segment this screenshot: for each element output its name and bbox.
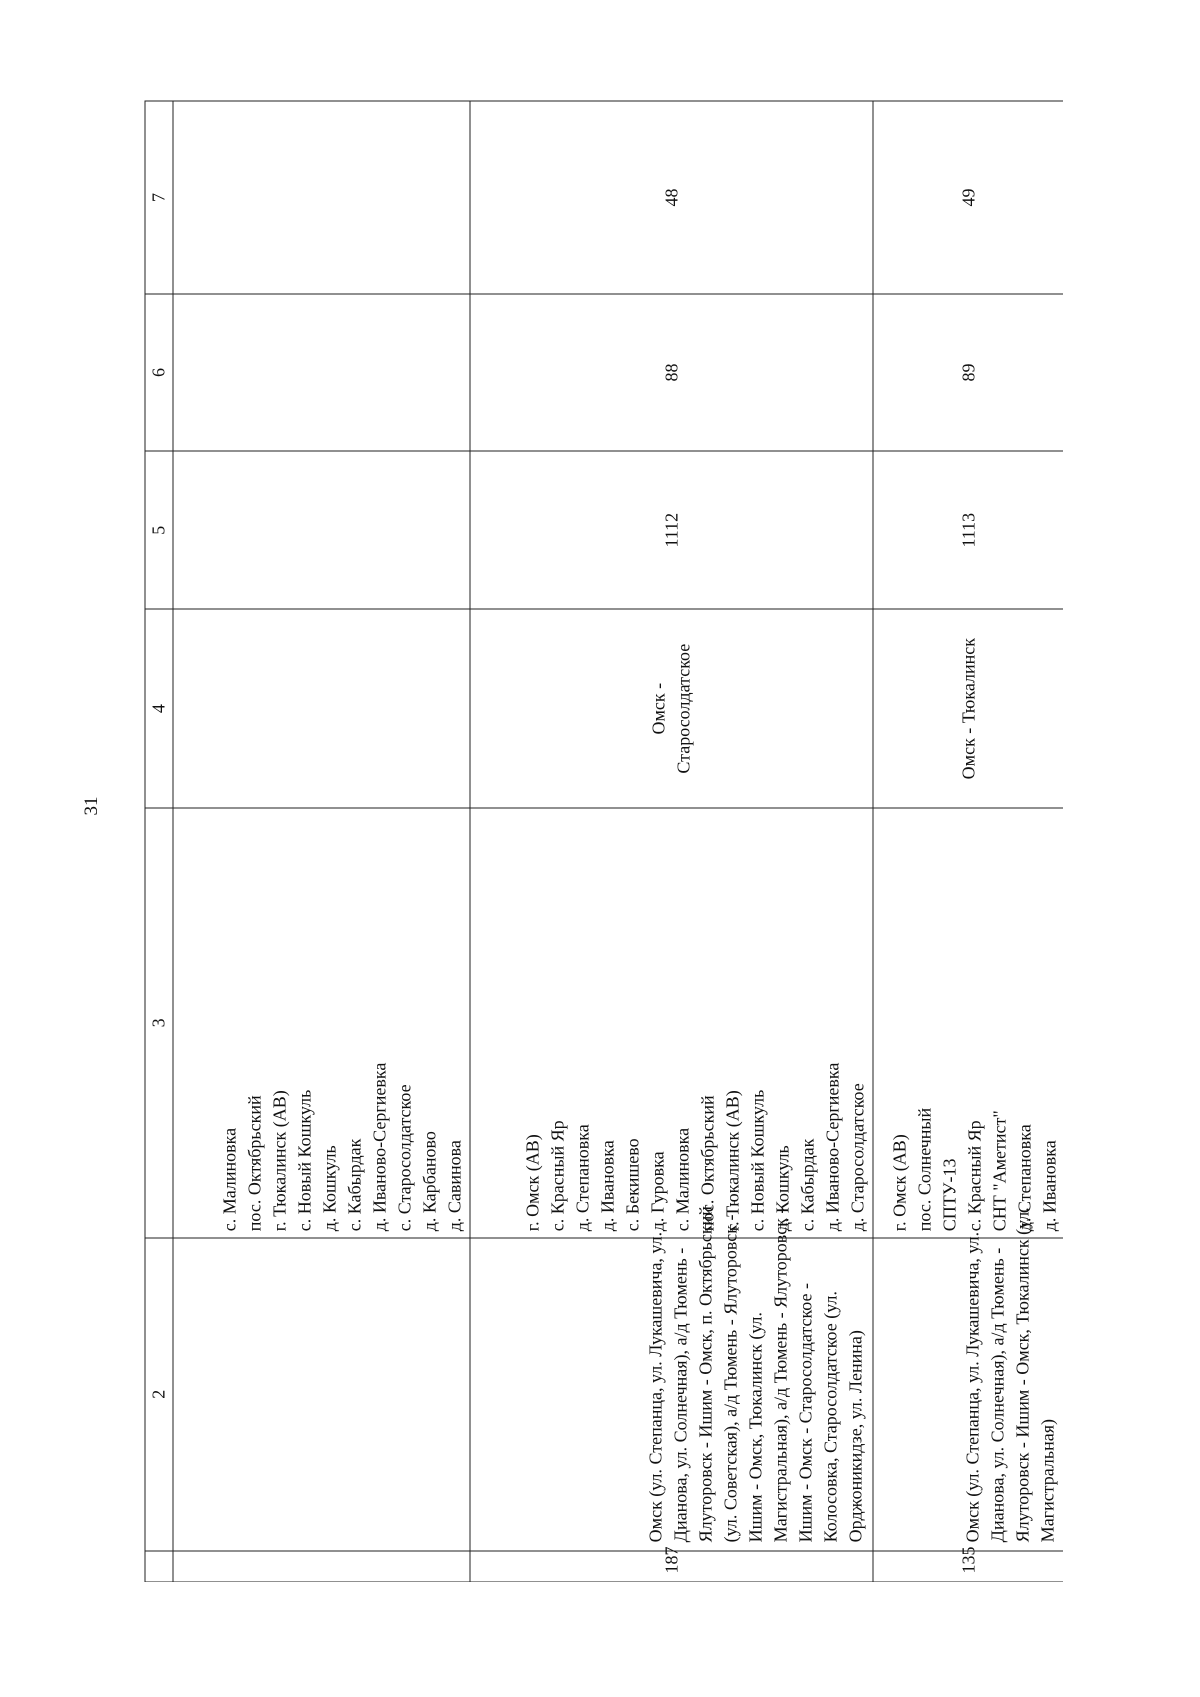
routes-table <box>144 100 1063 1582</box>
header-cell: 2 <box>145 1237 173 1550</box>
stops-cell <box>470 808 873 1238</box>
stop: СНТ "Аметист" <box>989 1109 1009 1231</box>
table-row <box>470 101 873 1582</box>
header-cell: 7 <box>145 101 173 294</box>
stop: с. Бекишево <box>622 1137 642 1231</box>
page-number: 31 <box>81 796 102 816</box>
route-line: Колосовка, Старосолдатское (ул. <box>820 1290 840 1542</box>
stop: пос. Октябрьский <box>697 1094 717 1231</box>
stop: д. Ивановка <box>597 1139 617 1231</box>
route-line: Магистральная), а/д Тюмень - Ялуторовск - <box>770 1207 790 1542</box>
header-cell <box>145 1550 173 1581</box>
reg-number-cell: 88 <box>470 293 873 450</box>
rotated-table <box>144 100 1063 1582</box>
stop: с. Красный Яр <box>964 1119 984 1231</box>
stop: с. Малиновка <box>672 1127 692 1231</box>
stops-cell <box>873 808 1064 1238</box>
stop: д. Кошкуль <box>772 1144 792 1231</box>
stop: д. Карбаново <box>419 1130 439 1231</box>
route-cell <box>873 1206 1064 1550</box>
route-line: Ялуторовск - Ишим - Омск, Тюкалинск (ул. <box>1012 1206 1032 1542</box>
stop: д. Ивановка <box>1039 1139 1059 1231</box>
route-cell <box>173 1237 470 1550</box>
stop: с. Кабырдак <box>797 1138 817 1231</box>
stop: пос. Солнечный <box>914 1107 934 1231</box>
stop: д. Иваново-Сергиевка <box>822 1062 842 1231</box>
header-row <box>145 101 173 1582</box>
stop: д. Савинова <box>444 1139 464 1231</box>
route-name-cell <box>873 609 1064 808</box>
stop: с. Малиновка <box>219 1127 239 1231</box>
route-line: Ишим - Омск, Тюкалинск (ул. <box>745 1311 765 1542</box>
table-frame <box>144 100 1063 1582</box>
stop: д. Степановка <box>1014 1123 1034 1231</box>
stop: д. Степановка <box>572 1123 592 1231</box>
route-cell <box>470 1205 873 1550</box>
reg-number-cell: 89 <box>873 293 1064 450</box>
route-line: Магистральная) <box>1037 1418 1057 1542</box>
header-cell: 4 <box>145 609 173 808</box>
reg-number-cell <box>173 293 470 450</box>
stop: с. Новый Кошкуль <box>294 1089 314 1231</box>
stop: с. Старосолдатское <box>394 1083 414 1231</box>
route-line: Орджоникидзе, ул. Ленина) <box>845 1329 865 1542</box>
header-cell: 3 <box>145 808 173 1238</box>
route-name-cell <box>470 609 873 808</box>
stop: г. Тюкалинск (АВ) <box>722 1089 742 1231</box>
stop: г. Омск (АВ) <box>522 1133 542 1231</box>
stop: д. Иваново-Сергиевка <box>369 1062 389 1231</box>
stop: г. Тюкалинск (АВ) <box>269 1089 289 1231</box>
table-row <box>873 101 1064 1582</box>
route-line: Ялуторовск - Ишим - Омск, п. Октябрьский <box>695 1205 715 1542</box>
length-cell: 135 <box>873 1550 1064 1581</box>
stop: СПТУ-13 <box>939 1158 959 1231</box>
stops-cell <box>173 808 470 1238</box>
row-number-cell: 49 <box>873 101 1064 294</box>
length-cell: 187 <box>470 1550 873 1581</box>
row-number-cell: 48 <box>470 101 873 294</box>
route-line: Ишим - Омск - Старосолдатское - <box>795 1282 815 1542</box>
stop: с. Красный Яр <box>547 1119 567 1231</box>
stop: г. Омск (АВ) <box>889 1133 909 1231</box>
route-name-cell <box>173 609 470 808</box>
route-line: Дианова, ул. Солнечная), а/д Тюмень - <box>987 1247 1007 1542</box>
route-line: (ул. Советская), а/д Тюмень - Ялуторовск - <box>720 1214 740 1542</box>
route-code-cell: 1112 <box>470 451 873 609</box>
route-code-cell: 1113 <box>873 451 1064 609</box>
stop: д. Гуровка <box>647 1150 667 1231</box>
stop: д. Старосолдатское <box>847 1082 867 1231</box>
length-cell <box>173 1550 470 1581</box>
stop: с. Кабырдак <box>344 1138 364 1231</box>
route-name-line: Старосолдатское <box>673 643 693 774</box>
route-line: Омск (ул. Степанца, ул. Лукашевича, ул. <box>962 1231 982 1542</box>
route-name-line: Омск - <box>648 682 668 734</box>
stop: с. Новый Кошкуль <box>747 1089 767 1231</box>
stop: пос. Октябрьский <box>244 1094 264 1231</box>
header-cell: 6 <box>145 293 173 450</box>
header-cell: 5 <box>145 451 173 609</box>
stop: д. Кошкуль <box>319 1144 339 1231</box>
route-name-line: Омск - Тюкалинск <box>958 637 978 779</box>
row-number-cell <box>173 101 470 294</box>
table-row <box>173 101 470 1582</box>
route-line: Дианова, ул. Солнечная), а/д Тюмень - <box>670 1247 690 1542</box>
route-code-cell <box>173 451 470 609</box>
route-line: Омск (ул. Степанца, ул. Лукашевича, ул. <box>645 1231 665 1542</box>
